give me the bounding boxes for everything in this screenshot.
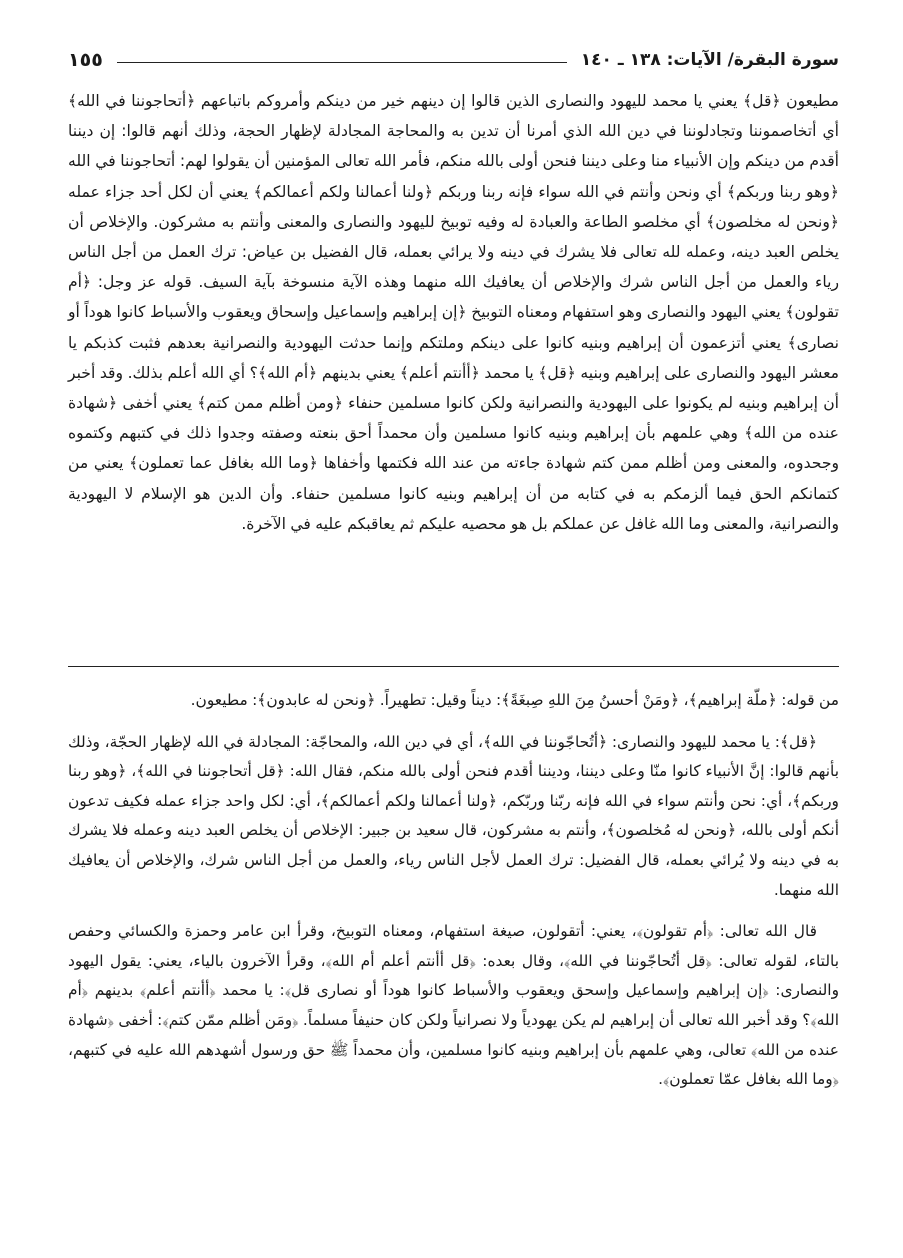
footnote-paragraph-2: ﴿قل﴾: يا محمد لليهود والنصارى: ﴿أتُحاجّوننا في الله﴾، أي في دين الله، والمحاجّة: المجادلة في الله لإظهار الحجّة، وذلك بأنهم قالوا: إنَّ الأنبياء كانوا منّا وعلى ديننا، وديننا أقدم فنحن أولى بالله منكم، فقال الله: ﴿قل أتحاجوننا في الله﴾، ﴿وهو ربنا وربكم﴾، أي: نحن وأنتم سواء في الله فإنه ربّنا وربّكم، ﴿ولنا أعمالنا ولكم أعمالكم﴾، أي: لكل واحد جزاء عمله فكيف تدعون أنكم أولى بالله، ﴿ونحن له مُخلصون﴾، وأنتم به مشركون، قال سعيد بن جبير: الإخلاص أن يخلص العبد دينه وعمله فلا يشرك به في دينه ولا يُرائي بعمله، قال الفضيل: ترك العمل لأجل الناس رياء، والعمل من أجل الناس شرك، والإخلاص أن يعافيك الله منهما. [68,732,839,899]
page-number: ١٥٥ [68,49,103,71]
footnote-paragraph-1: من قوله: ﴿ملّة إبراهيم﴾، ﴿ومَنْ أحسنُ مِنَ اللهِ صِبغَةً﴾: ديناً وقيل: تطهيراً. ﴿ونحن له عابدون﴾: مطيعون. [190,691,839,709]
footnotes-block [68,686,839,1107]
footnote-divider [68,666,839,667]
tafsir-text-block [68,86,839,539]
header-rule [117,62,567,63]
tafsir-paragraph: مطيعون ﴿قل﴾ يعني يا محمد لليهود والنصارى الذين قالوا إن دينهم خير من دينكم وأمروكم باتباعهم ﴿أتحاجوننا في الله﴾ أي أتخاصموننا وتجادلوننا في دين الله الذي أمرنا أن تدين به والمحاجة المجادلة لإظهار الحجة، وذلك أنهم قالوا: إن ديننا أقدم من دينكم وإن الأنبياء منا وعلى ديننا فنحن أولى بالله منكم، فأمر الله تعالى المؤمنين أن يقولوا لهم: أتحاجوننا في الله ﴿وهو ربنا وربكم﴾ أي ونحن وأنتم في الله سواء فإنه ربنا وربكم ﴿ولنا أعمالنا ولكم أعمالكم﴾ يعني أن لكل أحد جزاء عمله ﴿ونحن له مخلصون﴾ أي مخلصو الطاعة والعبادة له وفيه توبيخ لليهود والنصارى والمعنى وأنتم به مشركون. والإخلاص أن يخلص العبد دينه، وعمله لله تعالى فلا يشرك في دينه ولا يرائي بعمله، قال الفضيل بن عياض: ترك العمل من أجل الناس رياء والعمل من أجل الناس شرك والإخلاص أن يعافيك الله منهما وهذه الآية منسوخة بآية السيف. قوله عز وجل: ﴿أم تقولون﴾ يعني اليهود والنصارى وهو استفهام ومعناه التوبيخ ﴿إن إبراهيم وإسماعيل وإسحاق ويعقوب والأسباط كانوا هوداً أو نصارى﴾ يعني أتزعمون أن إبراهيم وبنيه كانوا على دينكم وملتكم وإنما حدثت اليهودية والنصرانية بعدهم فثبت كذبكم يا معشر اليهود والنصارى على إبراهيم وبنيه ﴿قل﴾ يا محمد ﴿أأنتم أعلم﴾ يعني بدينهم ﴿أم الله﴾؟ أي الله أعلم بذلك. وقد أخبر أن إبراهيم وبنيه لم يكونوا على اليهودية والنصرانية ولكن كانوا مسلمين حنفاء ﴿ومن أظلم ممن كتم﴾ يعني أخفى ﴿شهادة عنده من الله﴾ وهي علمهم بأن إبراهيم وبنيه كانوا مسلمين وأن محمداً أحق بنعته وصفته وجدوا ذلك في كتبهم وكتموه وجحدوه، والمعنى ومن أظلم ممن كتم شهادة جاءته من عند الله فكتمها وأخفاها ﴿وما الله بغافل عما تعملون﴾ يعني من كتمانكم الحق فيما ألزمكم به في كتابه من أن إبراهيم وبنيه كانوا مسلمين حنفاء. وأن الدين هو الإسلام لا اليهودية والنصرانية، والمعنى وما الله غافل عن عملكم بل هو محصيه عليكم ثم يعاقبكم عليه في الآخرة. [68,92,839,533]
page-header [68,44,839,76]
surah-title: سورة البقرة/ الآيات: ١٣٨ ـ ١٤٠ [580,50,839,70]
footnote-paragraph-3: قال الله تعالى: ﴿أم تقولون﴾، يعني: أتقولون، صيغة استفهام، ومعناه التوبيخ، وقرأ ابن عامر وحمزة والكسائي وحفص بالتاء، لقوله تعالى: ﴿قل أتُحاجّوننا في الله﴾، وقال بعده: ﴿قل أأنتم أعلم أم الله﴾، وقرأ الآخرون بالياء، يعني: يقول اليهود والنصارى: ﴿إن إبراهيم وإسماعيل وإسحق ويعقوب والأسباط كانوا هوداً أو نصارى قل﴾: يا محمد ﴿أأنتم أعلم﴾ بدينهم ﴿أم الله﴾؟ وقد أخبر الله تعالى أن إبراهيم لم يكن يهودياً ولا نصرانياً ولكن كان حنيفاً مسلماً. ﴿ومَن أظلم ممّن كتم﴾: أخفى ﴿شهادة عنده من الله﴾ تعالى، وهي علمهم بأن إبراهيم وبنيه كانوا مسلمين، وأن محمداً ﷺ حق ورسول أشهدهم الله عليه في كتبهم، ﴿وما الله بغافل عمّا تعملون﴾. [68,922,839,1089]
